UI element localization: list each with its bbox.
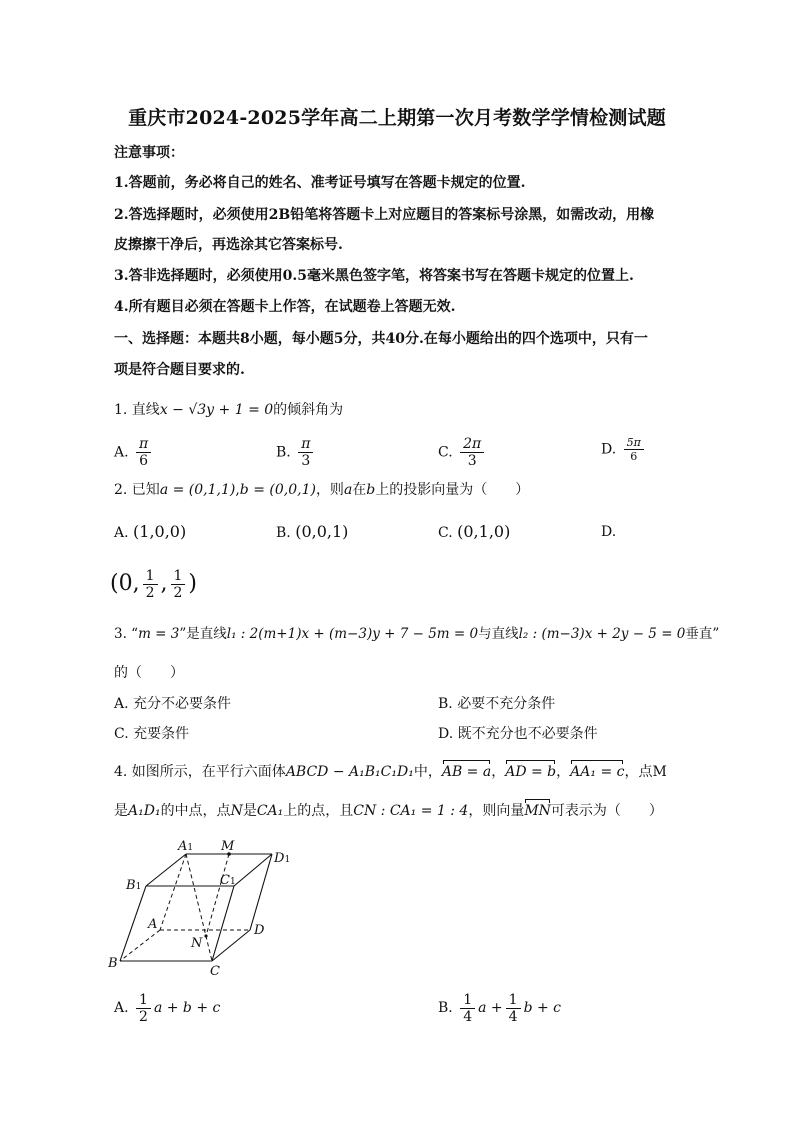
q2-option-c[interactable] bbox=[438, 522, 510, 543]
q1-option-d[interactable] bbox=[601, 436, 647, 463]
q1-suffix: 的倾斜角为 bbox=[273, 402, 344, 418]
question-3-cont: 的（ ） bbox=[114, 665, 184, 681]
q2-option-d-value[interactable]: (0, $\frac{1}{2}$ , $\frac{1}{2}$ ) bbox=[110, 567, 198, 601]
q2-option-c-value: (0,1,0) bbox=[457, 522, 511, 541]
q4-ab: AB = a bbox=[441, 764, 492, 780]
q1-option-b-label: B. bbox=[276, 444, 291, 461]
q3-option-d[interactable]: D. 既不充分也不必要条件 bbox=[438, 726, 598, 742]
q3-line-l1: l₁ : 2(m+1)x + (m−3)y + 7 − 5m = 0 bbox=[226, 626, 479, 642]
q1-prefix: 1. 直线 bbox=[114, 402, 160, 418]
section-heading-cont: 项是符合题目要求的. bbox=[114, 362, 245, 378]
q2-a: a bbox=[343, 482, 353, 498]
question-2: 2. 已知a = (0,1,1),b = (0,0,1)，则a在b上的投影向量为（ ） bbox=[114, 482, 530, 498]
q4-ad: AD = b bbox=[505, 764, 557, 780]
q2-prefix: 2. 已知 bbox=[114, 482, 160, 498]
q1-option-c[interactable] bbox=[438, 436, 487, 469]
q3-option-c[interactable]: C. 充要条件 bbox=[114, 726, 190, 742]
q4-solid: ABCD − A₁B₁C₁D₁ bbox=[285, 764, 414, 780]
label-B1: B1 bbox=[126, 878, 142, 893]
label-B: B bbox=[108, 956, 118, 971]
q2-mid: ，则 bbox=[315, 482, 344, 498]
q4-aa1: AA₁ = c bbox=[570, 764, 625, 780]
q3-condition: m = 3 bbox=[138, 626, 180, 642]
q2-option-a-value: (1,0,0) bbox=[133, 522, 187, 541]
notice-item-1: 1.答题前，务必将自己的姓名、准考证号填写在答题卡规定的位置. bbox=[114, 175, 526, 191]
q1-option-a-value: $\frac{\pi}{6}$ bbox=[136, 436, 151, 469]
notice-heading: 注意事项： bbox=[114, 145, 184, 161]
notice-item-3: 3.答非选择题时，必须使用0.5毫米黑色签字笔，将答案书写在答题卡规定的位置上. bbox=[114, 268, 634, 284]
label-C1: C1 bbox=[220, 873, 236, 888]
q2-on: 在 bbox=[352, 482, 367, 498]
q2-option-a-label: A. bbox=[114, 525, 129, 541]
parallelepiped-figure bbox=[108, 836, 308, 982]
q2-option-b-value: (0,0,1) bbox=[295, 522, 349, 541]
question-4-cont: 是A₁D₁的中点，点N是CA₁上的点，且CN : CA₁ = 1 : 4，则向量MN可表示为（ ） bbox=[114, 803, 663, 819]
q1-option-a-label: A. bbox=[114, 444, 129, 461]
notice-item-2: 2.答选择题时，必须使用2B铅笔将答题卡上对应题目的答案标号涂黑，如需改动，用橡 bbox=[114, 207, 655, 223]
q2-b-definition: b = (0,0,1) bbox=[239, 482, 316, 498]
label-D: D bbox=[254, 923, 265, 938]
q4-option-a[interactable]: A. $\frac{1}{2}$ a + b + c bbox=[114, 991, 221, 1025]
q2-option-a[interactable] bbox=[114, 522, 186, 543]
label-C: C bbox=[210, 964, 220, 979]
question-3: 3. “m = 3”是直线l₁ : 2(m+1)x + (m−3)y + 7 − 5m = 0与直线l₂ : (m−3)x + 2y − 5 = 0垂直” bbox=[114, 626, 720, 642]
label-M: M bbox=[221, 839, 235, 854]
q3-option-b[interactable]: B. 必要不充分条件 bbox=[438, 696, 556, 712]
q2-suffix: 上的投影向量为（ ） bbox=[375, 482, 530, 498]
q2-option-b-label: B. bbox=[276, 525, 291, 541]
q1-option-b[interactable] bbox=[276, 436, 316, 469]
q2-option-c-label: C. bbox=[438, 525, 453, 541]
label-N: N bbox=[191, 936, 203, 951]
question-1 bbox=[114, 400, 343, 420]
notice-item-4: 4.所有题目必须在答题卡上作答，在试题卷上答题无效. bbox=[114, 299, 456, 315]
label-D1: D1 bbox=[274, 851, 291, 866]
q1-option-d-label: D. bbox=[601, 441, 617, 458]
section-heading: 一、选择题：本题共8小题，每小题5分，共40分.在每小题给出的四个选项中，只有一 bbox=[114, 331, 648, 347]
q2-a-definition: a = (0,1,1) bbox=[159, 482, 236, 498]
q1-option-c-value: $\frac{2\pi}{3}$ bbox=[460, 436, 484, 469]
q3-option-a[interactable]: A. 充分不必要条件 bbox=[114, 696, 232, 712]
q4-ratio: CN : CA₁ = 1 : 4 bbox=[353, 803, 469, 819]
q2-option-d-label[interactable]: D. bbox=[601, 524, 617, 540]
q2-b: b bbox=[366, 482, 376, 498]
q4-mn: MN bbox=[524, 803, 551, 819]
q4-option-b[interactable]: B. $\frac{1}{4}$ a + $\frac{1}{4}$ b + c bbox=[438, 991, 562, 1025]
q1-option-b-value: $\frac{\pi}{3}$ bbox=[298, 436, 313, 469]
page-title: 重庆市2024-2025学年高二上期第一次月考数学学情检测试题 bbox=[128, 107, 666, 129]
q3-line-l2: l₂ : (m−3)x + 2y − 5 = 0 bbox=[518, 626, 686, 642]
q2-option-b[interactable] bbox=[276, 522, 348, 543]
q1-option-c-label: C. bbox=[438, 444, 453, 461]
q1-option-d-value: $\frac{5\pi}{6}$ bbox=[624, 436, 644, 463]
notice-item-2-cont: 皮擦擦干净后，再选涂其它答案标号. bbox=[114, 237, 343, 253]
label-A: A bbox=[148, 917, 158, 932]
q1-equation: x − √3y + 1 = 0 bbox=[159, 402, 274, 418]
label-A1: A1 bbox=[178, 839, 194, 854]
question-4: 4. 如图所示，在平行六面体ABCD − A₁B₁C₁D₁中，AB = a，AD = b，AA₁ = c，点M bbox=[114, 764, 667, 780]
q1-option-a[interactable] bbox=[114, 436, 154, 469]
